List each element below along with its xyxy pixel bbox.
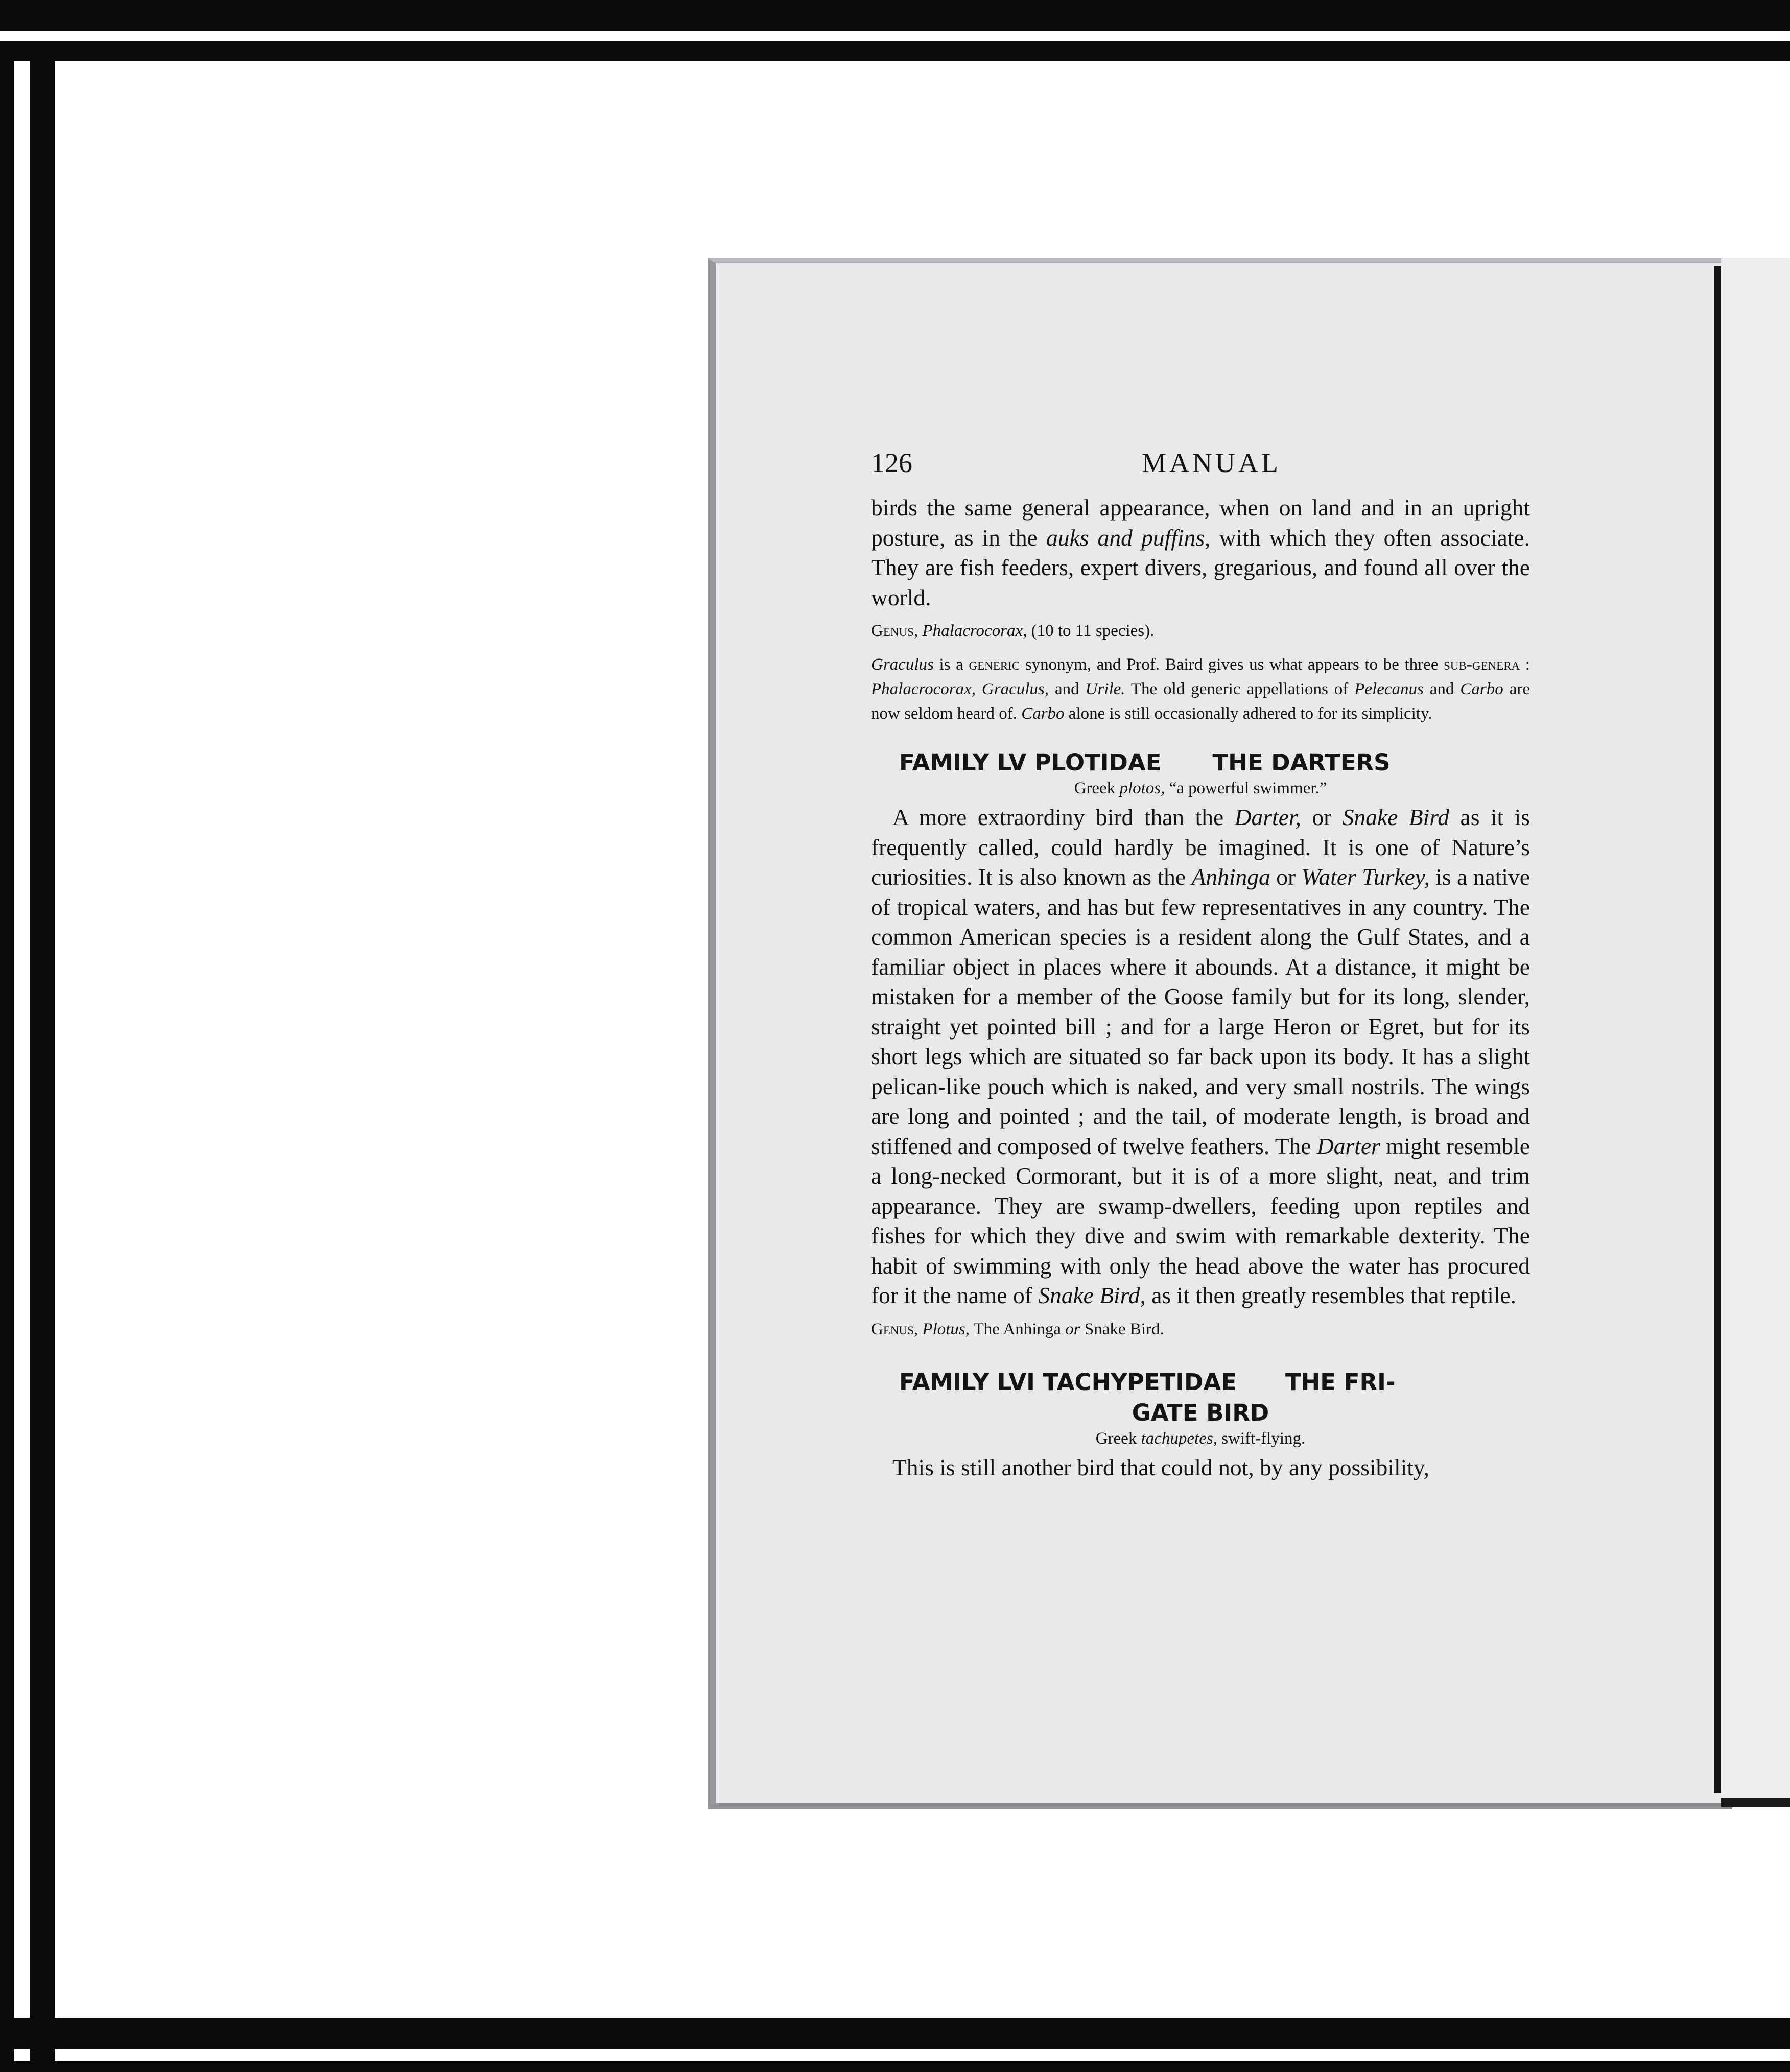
italic-run: Carbo (1021, 704, 1065, 723)
family-heading-tachypetidae-cont (871, 1398, 1530, 1428)
page-content (871, 447, 1530, 1482)
text-run: and (1049, 680, 1086, 698)
italic-run: plotos, (1119, 779, 1165, 797)
text-run: alone is still occasionally adhered to for its simplicity. (1064, 704, 1432, 723)
family-name: FAMILY LV PLOTIDAE (899, 749, 1162, 776)
scan-border-top (0, 0, 1790, 31)
book-gutter-shadow (1714, 266, 1721, 1793)
text-run: as it is frequently called, could hardly be imagined. It is one of Nature’s curiosities. It is also known as the (871, 804, 1530, 890)
italic-run: Water Turkey, (1301, 864, 1430, 890)
paragraph-darter (871, 803, 1530, 1311)
text-run: as it then greatly resembles that reptile. (1145, 1282, 1517, 1308)
facing-page-edge (1721, 258, 1790, 1807)
scan-border-left-gap (14, 61, 30, 2072)
italic-run: Graculus (871, 655, 934, 674)
genus-name: Plotus (922, 1320, 965, 1338)
text-run: swift-flying. (1217, 1429, 1306, 1448)
family-common-name: THE DARTERS (1212, 749, 1391, 776)
genus-phalacrocorax (871, 619, 1530, 643)
text-run: are now seldom heard of. (871, 680, 1530, 723)
italic-run: Urile. (1085, 680, 1125, 698)
text-run: and (1423, 680, 1461, 698)
scan-border-bottom-edge (0, 2061, 1790, 2072)
text-run: might resemble a long-necked Cormorant, but it is of a more slight, neat, and trim appearance. They are swamp-dwellers, feeding upon reptiles and fishes for which they dive and swim with remarkable dexterity. The habit of swimming with only the head above the water has procured for it the name of (871, 1133, 1530, 1308)
text-run: birds the same general appearance, when on land and in an upright posture, as in the (871, 495, 1530, 551)
text-run: , The Anhinga (965, 1320, 1066, 1338)
scan-border-top-line (0, 41, 1790, 61)
family-heading-plotidae (871, 747, 1530, 778)
text-run: Snake Bird. (1080, 1320, 1164, 1338)
family-name: FAMILY LVI TACHYPETIDAE (899, 1368, 1237, 1396)
family-heading-tachypetidae (871, 1367, 1530, 1398)
text-run: Greek (1095, 1429, 1141, 1448)
page-number: 126 (871, 448, 912, 478)
scan-border-bottom (0, 2018, 1790, 2049)
text-run: or (1301, 804, 1342, 830)
text-run: , (913, 622, 923, 640)
italic-run: Darter, (1234, 804, 1301, 830)
etymology-tachypetidae (871, 1428, 1530, 1449)
family-common-name-cont: GATE BIRD (1132, 1399, 1269, 1426)
text-run: The old generic appellations of (1125, 680, 1355, 698)
note-graculus (871, 652, 1530, 726)
page-header (871, 447, 1530, 493)
italic-run: Pelecanus (1354, 680, 1424, 698)
small-caps-run: generic (969, 655, 1020, 674)
text-run: , (913, 1320, 923, 1338)
text-run: Greek (1074, 779, 1120, 797)
text-run: is a (933, 655, 969, 674)
text-run: : (1520, 655, 1530, 674)
text-run: , with which they often associate. They are fish feeders, expert divers, gregarious, and found all over the world. (871, 524, 1530, 610)
italic-run: or (1065, 1320, 1080, 1338)
family-common-name: THE FRI- (1285, 1368, 1396, 1396)
italic-run: Phalacrocorax, Graculus, (871, 680, 1049, 698)
text-run: A more extraordiny bird than the (892, 804, 1235, 830)
text-run: is a native of tropical waters, and has but few representatives in any country. The common American species is a resident along the Gulf States, and a familiar object in places where it abounds. At a distance, it might be mistaken for a member of the Goose family but for its long, slender, straight yet pointed bill ; and for a large Heron or Egret, but for its short legs which are situated so far back upon its body. It has a slight pelican-like pouch which is naked, and very small nostrils. The wings are long and pointed ; and the tail, of moderate length, is broad and stiffened and composed of twelve feathers. The (871, 864, 1530, 1159)
genus-plotus (871, 1317, 1530, 1341)
italic-run: Snake Bird (1342, 804, 1450, 830)
italic-run: tachupetes, (1141, 1429, 1217, 1448)
paragraph-frigate-bird: This is still another bird that could not, by any possibility, (892, 1454, 1430, 1480)
paragraph-cormorants (871, 493, 1530, 613)
italic-run: Snake Bird, (1038, 1282, 1146, 1308)
small-caps-run: sub-genera (1444, 655, 1520, 674)
text-run: or (1270, 864, 1302, 890)
genus-label: Genus (871, 622, 914, 640)
italic-run: Anhinga (1191, 864, 1270, 890)
text-run: , (10 to 11 species). (1023, 622, 1155, 640)
running-head: MANUAL (1142, 448, 1281, 478)
text-run: “a powerful swimmer.” (1165, 779, 1327, 797)
genus-label: Genus (871, 1320, 914, 1338)
genus-name: Phalacrocorax (922, 622, 1023, 640)
italic-run: Carbo (1460, 680, 1503, 698)
italic-run: auks and puffins (1046, 524, 1205, 551)
etymology-plotidae (871, 778, 1530, 798)
text-run: synonym, and Prof. Baird gives us what appears to be three (1020, 655, 1444, 674)
italic-run: Darter (1316, 1133, 1380, 1159)
